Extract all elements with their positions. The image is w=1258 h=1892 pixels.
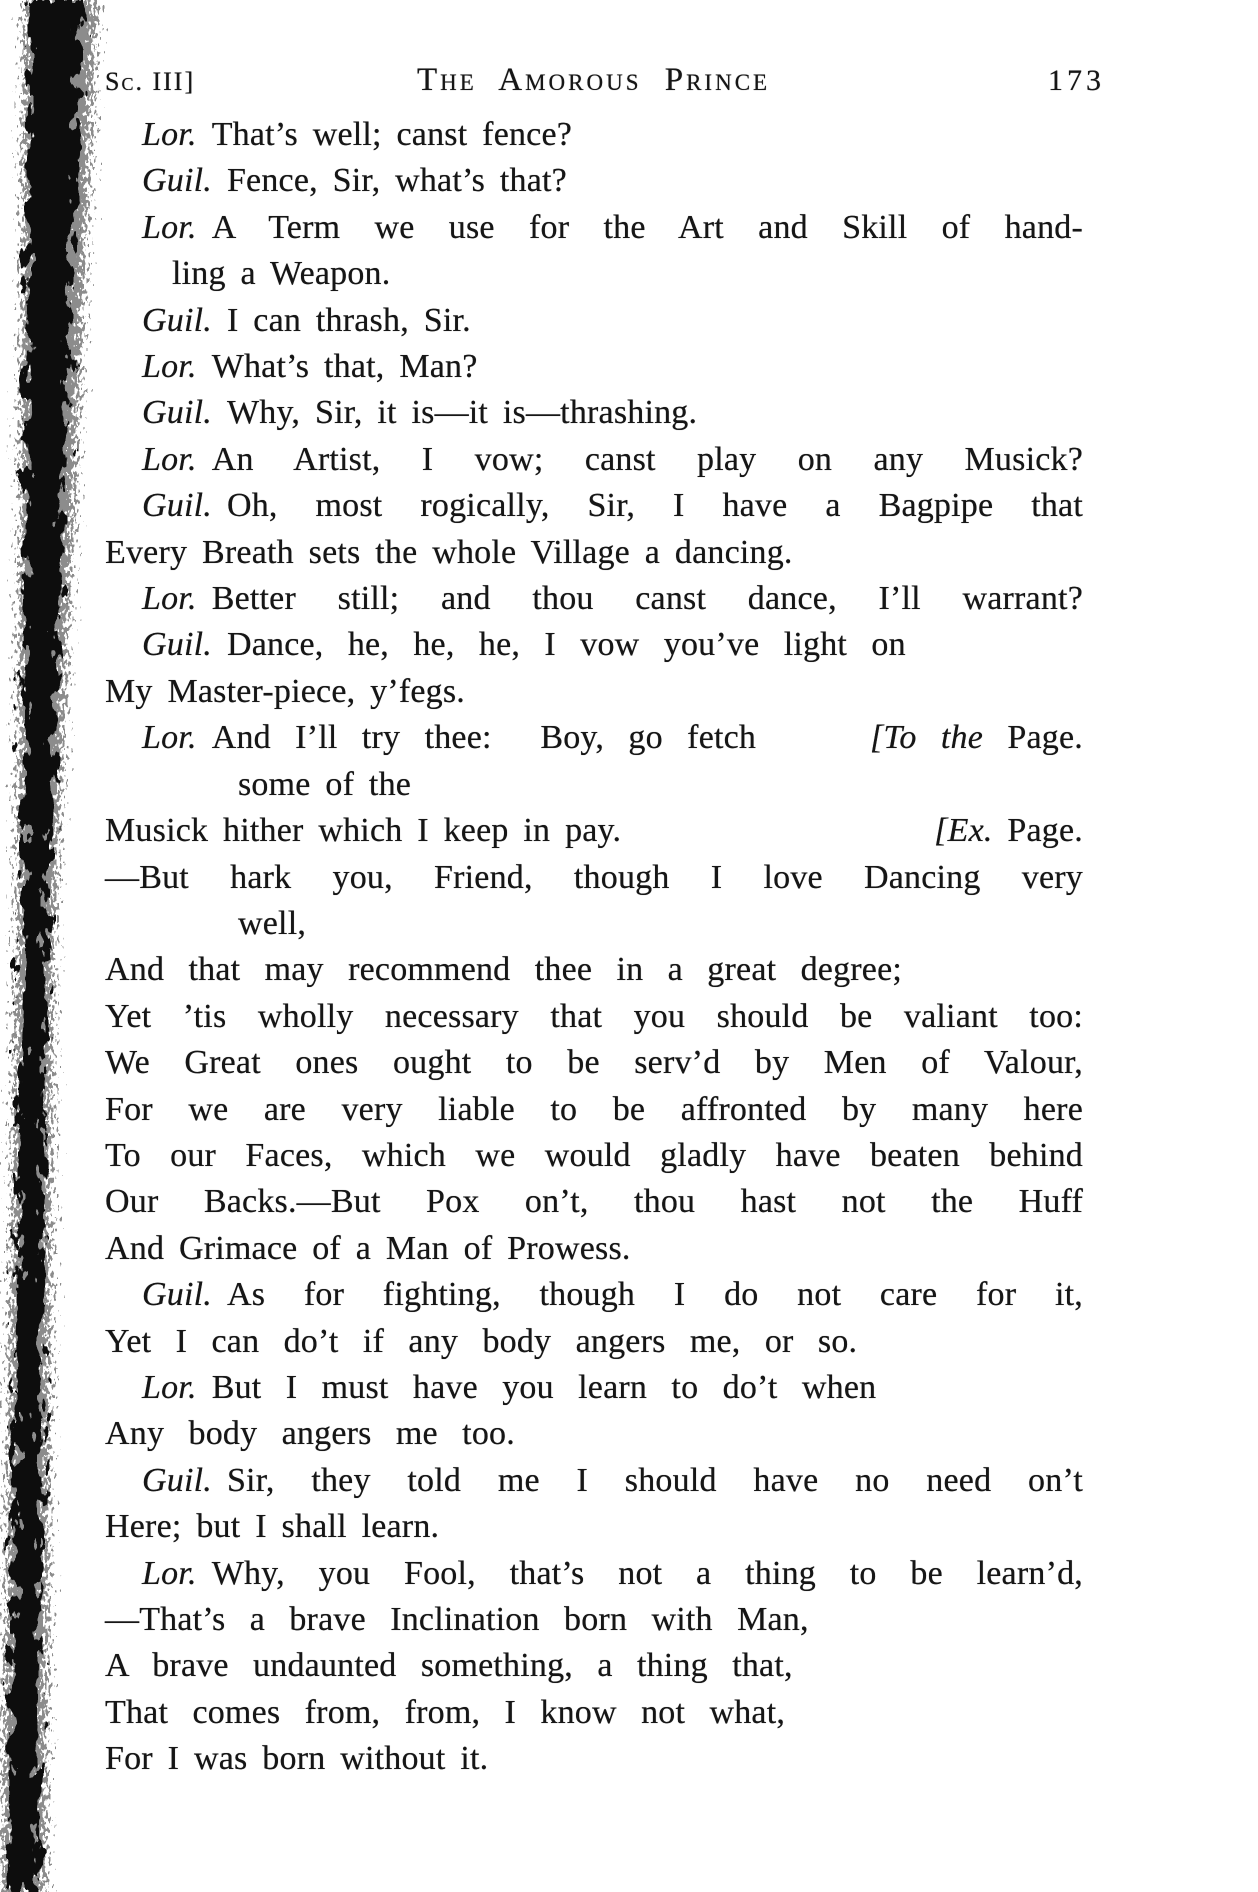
dialogue-text: That comes from, from, I know not what, [105,1693,786,1731]
dialogue-text: We Great ones ought to be serv’d by Men of Valour, [105,1044,1083,1082]
stage-direction [870,715,1083,761]
text-line [105,1365,1083,1411]
dialogue-text: Why, you Fool, that’s not a thing to be learn’d, [211,1554,1083,1592]
dialogue-text: Fence, Sir, what’s that? [226,162,567,200]
dialogue-text: For I was born without it. [105,1740,489,1778]
text-line [105,994,1083,1040]
text-line [105,1040,1083,1086]
text-line [105,1226,1083,1272]
text-line [105,1411,1083,1457]
text-line [105,1736,1083,1782]
text-line [105,112,1083,158]
dialogue-part [105,808,621,854]
dialogue-text: Yet I can do’t if any body angers me, or so. [105,1322,858,1360]
stage-direction-text: [Ex. [934,812,993,850]
dialogue-text: —That’s a brave Inclination born with Man, [105,1601,809,1638]
dialogue-text: Every Breath sets the whole Village a dancing. [105,533,793,571]
text-line [105,483,1083,529]
speaker-name: Lor. [142,348,197,386]
speaker-name: Guil. [142,394,212,432]
text-line [105,1597,1083,1643]
dialogue-text: Our Backs.—But Pox on’t, thou hast not the Huff [105,1183,1083,1221]
speaker-name: Guil. [142,1461,212,1499]
page-title: The Amorous Prince [417,62,771,98]
dialogue-text: Musick hither which I keep in pay. [105,812,622,850]
text-line [105,576,1083,622]
text-line [105,808,1083,854]
speaker-name: Guil. [142,301,212,339]
dialogue-text: Here; but I shall learn. [105,1508,440,1546]
speaker-name: Guil. [142,162,212,200]
dialogue-text: I can thrash, Sir. [226,301,471,339]
dialogue-text: As for fighting, though I do not care for it, [226,1276,1083,1314]
speaker-name: Guil. [142,626,212,664]
text-line [105,390,1083,436]
speaker-name: Lor. [142,1554,197,1592]
speaker-name: Lor. [142,1368,197,1406]
speaker-name: Lor. [142,580,197,618]
text-line [105,622,1083,668]
dialogue-text: What’s that, Man? [211,348,478,386]
text-line [105,437,1083,483]
dialogue-text: some of the [238,765,412,803]
dialogue-text: And that may recommend thee in a great degree; [105,951,903,989]
text-line [105,1643,1083,1689]
text-line [105,205,1083,251]
dialogue-text: Page. [992,812,1083,850]
dialogue-text: My Master-piece, y’fegs. [105,672,466,710]
scene-signature: Sc. III] [105,67,196,96]
text-line [105,715,1083,761]
text-line [105,1179,1083,1225]
text-block [105,112,1083,1783]
text-line [105,344,1083,390]
text-line [105,530,1083,576]
dialogue-text: And Grimace of a Man of Prowess. [105,1229,631,1267]
text-line [105,669,1083,715]
text-line [105,1133,1083,1179]
text-line [105,901,1083,947]
text-line [105,1551,1083,1597]
dialogue-text: —But hark you, Friend, though I love Dancing very [105,858,1083,896]
dialogue-text: And I’ll try thee: Boy, go fetch [211,719,757,757]
text-line [105,158,1083,204]
dialogue-text: Page. [983,719,1083,757]
dialogue-text: For we are very liable to be affronted by many here [105,1090,1083,1128]
speaker-name: Lor. [142,719,197,757]
speaker-name: Lor. [142,116,197,153]
speaker-name: Guil. [142,1276,212,1314]
dialogue-text: Better still; and thou canst dance, I’ll warrant? [211,580,1083,618]
text-line [105,855,1083,901]
dialogue-text: A brave undaunted something, a thing that, [105,1647,793,1685]
text-line [105,947,1083,993]
stage-direction-text: [To the [869,719,984,757]
text-line [105,1087,1083,1133]
page-content [105,62,1105,1783]
dialogue-text: Yet ’tis wholly necessary that you should be valiant too: [105,997,1083,1035]
dialogue-text: That’s well; canst fence? [211,116,573,153]
text-line [105,298,1083,344]
stage-direction [934,808,1083,854]
dialogue-text: To our Faces, which we would gladly have beaten behind [105,1136,1083,1174]
text-line [105,1690,1083,1736]
speaker-name: Guil. [142,487,212,525]
dialogue-text: Oh, most rogically, Sir, I have a Bagpipe that [226,487,1083,525]
dialogue-text: Why, Sir, it is—it is—thrashing. [226,394,698,432]
dialogue-text: An Artist, I vow; canst play on any Musick? [211,440,1083,478]
text-line [105,1458,1083,1504]
dialogue-text: Any body angers me too. [105,1415,515,1453]
dialogue-text: A Term we use for the Art and Skill of hand- [211,208,1083,246]
running-head [105,62,1105,99]
dialogue-text: ling a Weapon. [172,255,391,293]
dialogue-text: Sir, they told me I should have no need on’t [226,1461,1083,1499]
text-line [105,1319,1083,1365]
text-line [105,1504,1083,1550]
speaker-name: Lor. [142,208,197,246]
dialogue-text: well, [238,904,307,942]
text-line [105,251,1083,297]
dialogue-text: But I must have you learn to do’t when [211,1368,877,1406]
text-line [105,1272,1083,1318]
dialogue-text: Dance, he, he, he, I vow you’ve light on [226,626,906,664]
page-number: 173 [1048,64,1105,97]
dialogue-part [142,715,756,761]
speaker-name: Lor. [142,440,197,478]
text-line [105,762,1083,808]
